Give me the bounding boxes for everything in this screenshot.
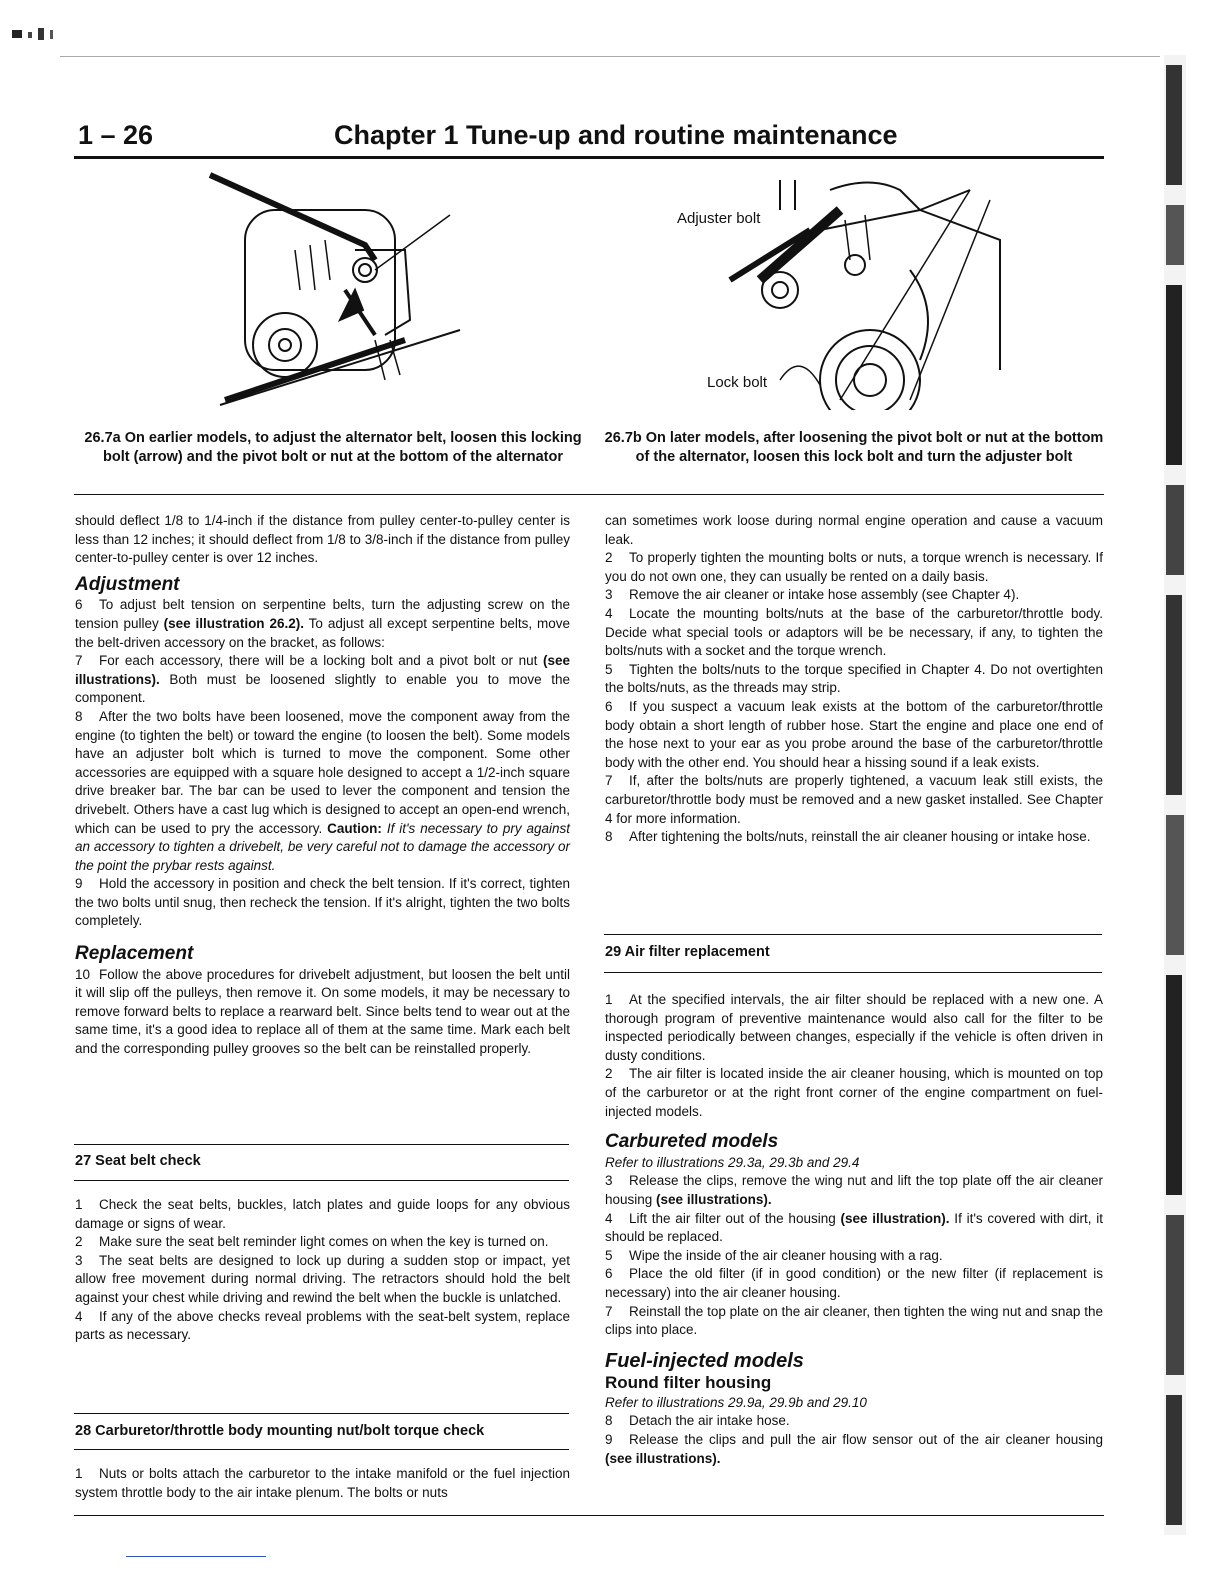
scan-marks (10, 28, 70, 42)
right-intro: can sometimes work loose during normal engine operation and cause a vacuum leak. (605, 513, 1103, 547)
para-number: 3 (605, 587, 613, 603)
carbureted-ref: Refer to illustrations 29.3a, 29.3b and 29.4 (605, 1154, 860, 1170)
s27-item-1 (75, 1196, 570, 1233)
para-number: 1 (75, 1466, 83, 1481)
para-number: 6 (605, 1266, 613, 1282)
para-text: Place the old filter (if in good condition) or the new filter (if replacement is necessary) into the air cleaner housing. (605, 1266, 1103, 1300)
s27-item-3 (75, 1252, 570, 1308)
section-28-rule-bottom (74, 1449, 569, 1450)
caution-label: Caution: (327, 820, 382, 836)
section-29-rule-top (604, 934, 1102, 935)
carbureted-heading: Carbureted models (605, 1131, 779, 1153)
scan-artifact-top (10, 28, 70, 38)
para-text: If you suspect a vacuum leak exists at the bottom of the carburetor/throttle body obtain a short length of rubber hose. Start the engine and place one end of the hose next to your ear as you probe around the base of the carburetor/throttle body with the other end. You should hear a hissing sound if a leak exists. (605, 698, 1103, 770)
para-text: Hold the accessory in position and check the belt tension. If it's correct, tighten the two bolts until snug, then recheck the tension. If it's alright, tighten the two bolts completely. (75, 876, 570, 929)
chapter-title: Chapter 1 Tune-up and routine maintenance (334, 120, 898, 150)
para-number: 8 (75, 708, 83, 724)
para-text: To adjust belt tension on serpentine belts, turn the adjusting screw on the tension pulley (75, 597, 570, 631)
para-text: Follow the above procedures for drivebelt adjustment, but loosen the belt until it will slip off the pulleys, then remove it. On some models, it may be necessary to remove forward belts to replace a rearward belt. Since belts tend to wear out at the same time, it's a good idea to replace all of them at the same time. Mark each belt and the corresponding pulley grooves so the belt can be reinstalled properly. (75, 966, 570, 1057)
para-number: 9 (75, 876, 83, 892)
s28-item-5 (605, 661, 1103, 698)
para-text: Locate the mounting bolts/nuts at the base of the carburetor/throttle body. Decide what special tools or adaptors will be be necessary, if any, to tighten the bolts/nuts with a socket and the torque wrench. (605, 605, 1103, 659)
para-number: 7 (605, 773, 613, 789)
para-8 (75, 708, 570, 875)
figure-26-7a (205, 170, 465, 415)
carb-item-4 (605, 1210, 1103, 1247)
para-text: Wipe the inside of the air cleaner housing with a rag. (629, 1247, 943, 1263)
para-number: 3 (605, 1173, 613, 1189)
s28-item-8 (605, 828, 1103, 847)
label-lock-bolt: Lock bolt (707, 374, 768, 391)
section-27-rule-bottom (74, 1180, 569, 1181)
top-scan-line (60, 56, 1160, 57)
para-number: 8 (605, 1413, 613, 1429)
para-number: 6 (605, 698, 613, 714)
illustration-ref: (see illustration). (840, 1210, 950, 1226)
alternator-illustration (205, 170, 465, 415)
s28-item-1 (75, 1465, 570, 1502)
s27-item-4 (75, 1308, 570, 1345)
left-intro: should deflect 1/8 to 1/4-inch if the distance from pulley center-to-pulley center is less than 12 inches; it should deflect from 1/8 to 3/8-inch if the distance from pulley center-to-pulley center is over 12 inches. (75, 513, 570, 566)
para-text: Make sure the seat belt reminder light comes on when the key is turned on. (99, 1234, 549, 1250)
para-number: 7 (605, 1303, 613, 1319)
carb-item-5 (605, 1247, 1103, 1266)
section-27-title: 27 Seat belt check (75, 1153, 201, 1169)
para-number: 10 (75, 966, 91, 982)
para-text: If it's covered with dirt, it should be replaced. (605, 1210, 1104, 1245)
para-number: 6 (75, 597, 83, 613)
para-number: 2 (605, 1066, 613, 1082)
s28-item-2 (605, 549, 1103, 586)
para-number: 2 (75, 1234, 83, 1250)
para-number: 5 (605, 1247, 613, 1263)
illustration-ref: (see illustration 26.2). (163, 615, 304, 631)
right-column-top (605, 512, 1103, 847)
left-column (75, 512, 570, 1059)
para-text: The air filter is located inside the air cleaner housing, which is mounted on top of the carburetor or at the right front corner of the engine compartment on fuel-injected models. (605, 1066, 1103, 1119)
caption-26-7b: 26.7b On later models, after loosening the pivot bolt or nut at the bottom of the alternator, loosen this lock bolt and turn the adjuster bolt (604, 430, 1104, 465)
para-text: To properly tighten the mounting bolts or nuts, a torque wrench is necessary. If you do not own one, they can usually be rented on a daily basis. (605, 550, 1103, 584)
round-filter-ref: Refer to illustrations 29.9a, 29.9b and 29.10 (605, 1394, 867, 1410)
illustration-ref: (see illustrations). (656, 1191, 772, 1207)
replacement-heading: Replacement (75, 943, 194, 965)
para-number: 4 (75, 1308, 83, 1324)
illustration-ref: (see illustrations). (605, 1450, 721, 1466)
section-28-title: 28 Carburetor/throttle body mounting nut/bolt torque check (75, 1423, 485, 1439)
para-7 (75, 652, 570, 708)
para-6 (75, 596, 570, 652)
figure-26-7b (670, 170, 1010, 410)
para-number: 7 (75, 653, 83, 669)
para-text: Detach the air intake hose. (629, 1413, 790, 1429)
fuel-injected-heading: Fuel-injected models (605, 1349, 804, 1372)
caption-26-7a: 26.7a On earlier models, to adjust the alternator belt, loosen this locking bolt (arrow) and the pivot bolt or nut at the bottom of the alternator (84, 430, 582, 465)
para-number: 5 (605, 661, 613, 677)
para-text: Release the clips, remove the wing nut and lift the top plate off the air cleaner housing (605, 1173, 1103, 1207)
caution-text: If it's necessary to pry against an accessory to tighten a drivebelt, be very careful not to damage the accessory or the point the prybar rests against. (75, 820, 571, 873)
para-text: After the two bolts have been loosened, move the component away from the engine (to tighten the belt) or toward the engine (to loosen the belt). Some models have an adjuster bolt which is turned to move the component. Some other accessories are equipped with a square hole designed to accept a 1/2-inch square drive breaker bar. The bar can be used to lever the component and tension the drivebelt. Others have a cast lug which is designed to accept an open-end wrench, which can be used to pry the accessory. (75, 708, 570, 836)
para-text: At the specified intervals, the air filter should be replaced with a new one. A thorough program of preventive maintenance would also call for the filter to be inspected periodically between changes, especially if the vehicle is often driven in dusty conditions. (605, 992, 1103, 1063)
s28-item-4 (605, 605, 1103, 661)
round-item-8 (605, 1412, 1103, 1431)
para-number: 4 (605, 605, 613, 621)
s28-item-7 (605, 772, 1103, 828)
para-text: Release the clips and pull the air flow sensor out of the air cleaner housing (629, 1432, 1103, 1448)
para-text: For each accessory, there will be a locking bolt and a pivot bolt or nut (99, 653, 543, 669)
s28-item-3 (605, 586, 1103, 605)
s27-item-2 (75, 1233, 570, 1252)
carb-item-3 (605, 1172, 1103, 1209)
carb-item-7 (605, 1303, 1103, 1340)
para-text: If any of the above checks reveal problems with the seat-belt system, replace parts as necessary. (75, 1308, 570, 1343)
footer-rule (74, 1515, 1104, 1516)
section-27-rule-top (74, 1144, 569, 1145)
section-27-body (75, 1196, 570, 1345)
para-text: Nuts or bolts attach the carburetor to the intake manifold or the fuel injection system throttle body to the air intake plenum. The bolts or nuts (75, 1466, 570, 1500)
section-28-rule-top (74, 1413, 569, 1414)
adjustment-heading: Adjustment (75, 573, 180, 595)
caption-rule (74, 494, 1104, 495)
s29-item-1 (605, 991, 1103, 1065)
page-number: 1 – 26 (78, 120, 154, 150)
para-number: 2 (605, 550, 613, 566)
s29-item-2 (605, 1065, 1103, 1121)
para-text: If, after the bolts/nuts are properly tightened, a vacuum leak still exists, the carburetor/throttle body must be removed and a new gasket installed. See Chapter 4 for more information. (605, 773, 1103, 826)
carb-item-6 (605, 1265, 1103, 1302)
illustration-ref: (see illustrations). (75, 653, 570, 687)
section-29-rule-bottom (604, 972, 1102, 973)
section-29-title: 29 Air filter replacement (605, 944, 770, 960)
para-text: Lift the air filter out of the housing (629, 1210, 841, 1226)
para-10 (75, 966, 570, 1059)
para-number: 1 (75, 1197, 83, 1212)
para-text: Remove the air cleaner or intake hose assembly (see Chapter 4). (629, 587, 1020, 603)
s28-item-6 (605, 698, 1103, 772)
para-number: 3 (75, 1252, 83, 1268)
para-number: 1 (605, 992, 613, 1007)
right-column-bottom (605, 991, 1103, 1468)
para-text: Check the seat belts, buckles, latch plates and guide loops for any obvious damage or signs of wear. (75, 1197, 570, 1231)
para-text: The seat belts are designed to lock up during a sudden stop or impact, yet allow free movement during normal driving. The retractors should hold the belt against your chest while driving and rewind the belt when the buckle is unlatched. (75, 1252, 570, 1305)
label-adjuster-bolt: Adjuster bolt (677, 210, 761, 227)
para-text: Reinstall the top plate on the air cleaner, then tighten the wing nut and snap the clips into place. (605, 1303, 1103, 1338)
section-28-body (75, 1465, 570, 1502)
para-number: 8 (605, 829, 613, 845)
para-text: Both must be loosened slightly to enable you to move the component. (75, 671, 570, 706)
para-number: 4 (605, 1210, 613, 1226)
round-item-9 (605, 1431, 1103, 1468)
scan-edge-strip (1152, 55, 1202, 1535)
para-text: After tightening the bolts/nuts, reinstall the air cleaner housing or intake hose. (629, 829, 1091, 845)
para-9 (75, 875, 570, 931)
para-number: 9 (605, 1432, 613, 1448)
scan-edge-marks (1152, 55, 1202, 1535)
round-filter-heading: Round filter housing (605, 1373, 772, 1393)
para-text: To adjust all except serpentine belts, move the belt-driven accessory on the bracket, as follows: (75, 615, 571, 650)
scan-bottom-line (126, 1556, 266, 1557)
header-rule (74, 156, 1104, 159)
para-text: Tighten the bolts/nuts to the torque specified in Chapter 4. Do not overtighten the bolts/nuts, as the threads may strip. (605, 661, 1103, 696)
